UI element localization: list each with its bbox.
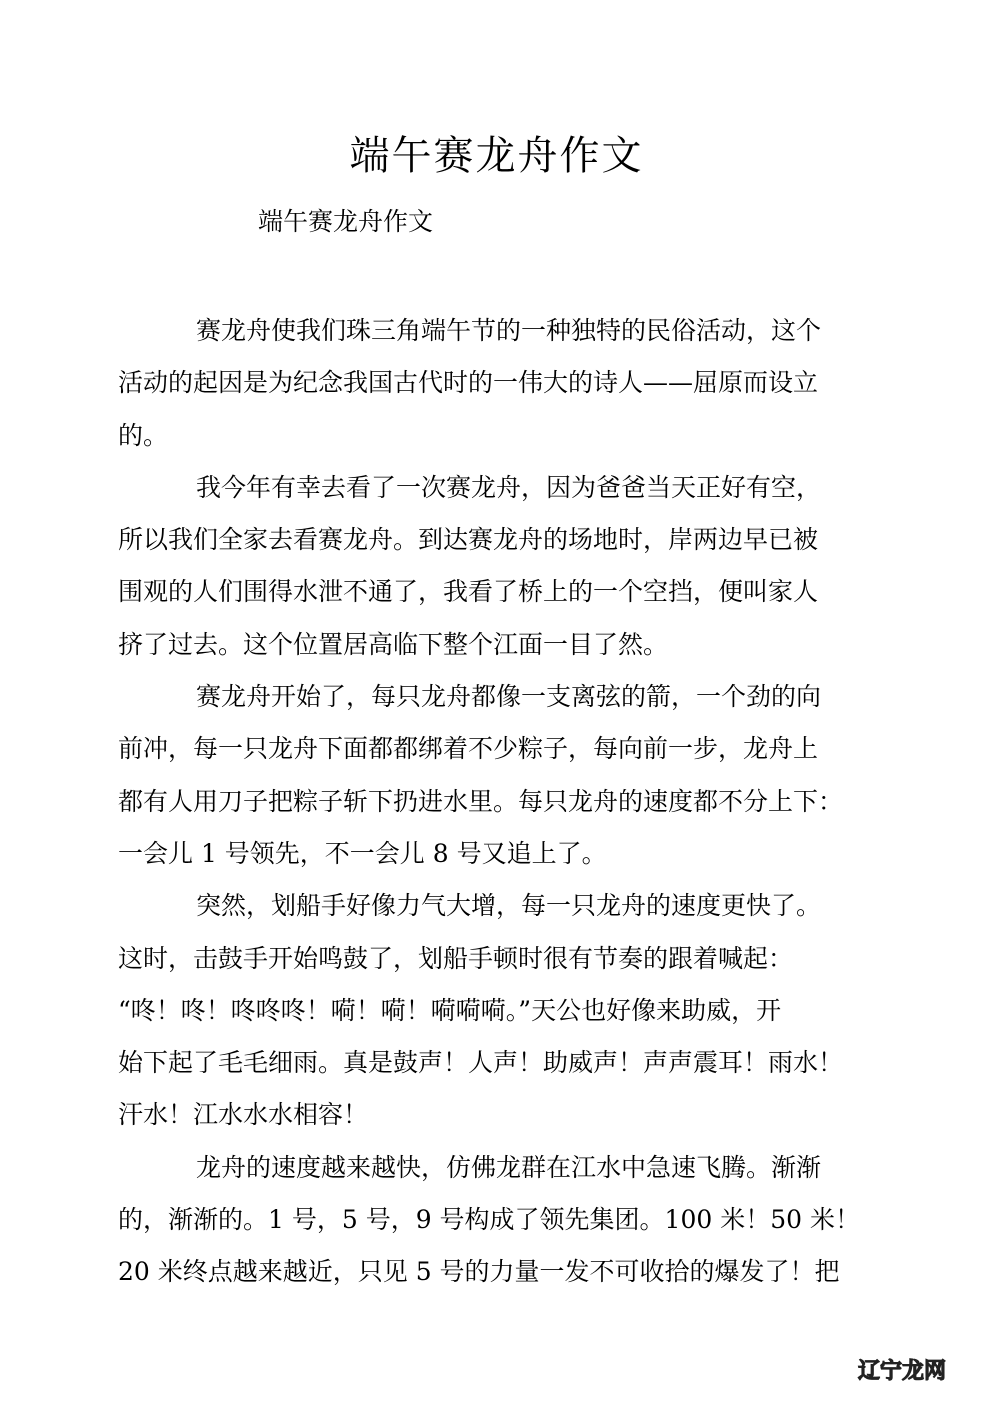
paragraph-1 (118, 305, 883, 462)
text-line: 围观的人们围得水泄不通了，我看了桥上的一个空挡，便叫家人 (118, 577, 819, 607)
text-line: 龙舟的速度越来越快，仿佛龙群在江水中急速飞腾。渐渐 (196, 1152, 822, 1182)
text-line: 前冲，每一只龙舟下面都都绑着不少粽子，每向前一步，龙舟上 (118, 734, 819, 764)
text-line: 突然，划船手好像力气大增，每一只龙舟的速度更快了。 (196, 891, 822, 921)
text-line: 这时，击鼓手开始鸣鼓了，划船手顿时很有节奏的跟着喊起： (118, 943, 794, 973)
document-title: 端午赛龙舟作文 (349, 133, 644, 179)
paragraph-3 (118, 671, 883, 880)
text-line: 都有人用刀子把粽子斩下扔进水里。每只龙舟的速度都不分上下： (118, 786, 844, 816)
paragraph-5 (118, 1142, 883, 1299)
text-line: 赛龙舟使我们珠三角端午节的一种独特的民俗活动，这个 (196, 316, 822, 345)
text-line: 赛龙舟开始了，每只龙舟都像一支离弦的箭，一个劲的向 (196, 682, 822, 712)
paragraph-4 (118, 880, 883, 1141)
text-line: 20 米终点越来越近，只见 5 号的力量一发不可收拾的爆发了！把 (118, 1257, 840, 1287)
watermark-part-1: 辽宁 (858, 1359, 903, 1384)
text-line: 的。 (118, 420, 169, 450)
text-line: 一会儿 1 号领先，不一会儿 8 号又追上了。 (118, 838, 607, 868)
document-body (118, 305, 883, 1299)
text-line: “咚！咚！咚咚咚！嗬！嗬！嗬嗬嗬。”天公也好像来助威，开 (118, 995, 782, 1025)
text-line: 活动的起因是为纪念我国古代时的一伟大的诗人——屈原而设立 (118, 368, 819, 398)
text-line: 的，渐渐的。1 号，5 号，9 号构成了领先集团。100 米！50 米！ (118, 1205, 860, 1235)
text-line: 汗水！江水水水相容！ (118, 1100, 369, 1130)
watermark-part-2: 龙网 (902, 1359, 947, 1384)
text-line: 我今年有幸去看了一次赛龙舟，因为爸爸当天正好有空， (196, 472, 822, 502)
paragraph-2 (118, 462, 883, 671)
text-line: 始下起了毛毛细雨。真是鼓声！人声！助威声！声声震耳！雨水！ (118, 1048, 844, 1078)
site-watermark-logo (858, 1354, 946, 1385)
text-line: 挤了过去。这个位置居高临下整个江面一目了然。 (118, 629, 669, 659)
document-subtitle: 端午赛龙舟作文 (258, 207, 434, 236)
text-line: 所以我们全家去看赛龙舟。到达赛龙舟的场地时，岸两边早已被 (118, 525, 819, 555)
